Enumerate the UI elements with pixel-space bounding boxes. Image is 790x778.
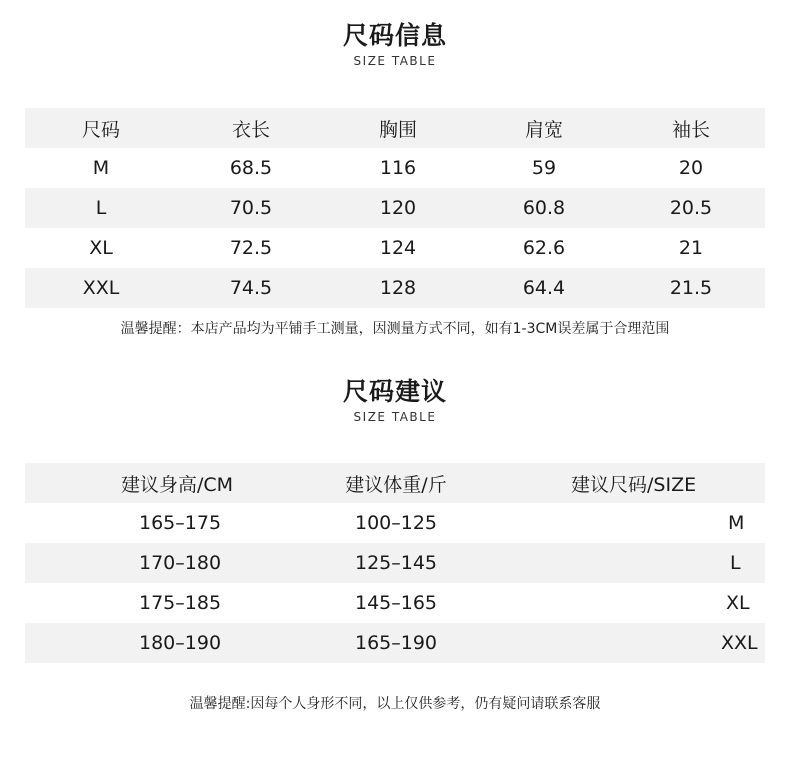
table-cell: XXL <box>25 268 177 308</box>
table-cell: L <box>25 188 177 228</box>
header-cell: 胸围 <box>325 108 471 148</box>
table-cell: 125–145 <box>337 543 455 583</box>
table-cell: 165–190 <box>337 623 455 663</box>
table-cell: 60.8 <box>471 188 617 228</box>
table-cell: 120 <box>325 188 471 228</box>
size-advice-title: 尺码建议 <box>342 377 447 406</box>
table-cell: 116 <box>379 157 417 179</box>
table-cell: 165–175 <box>139 512 222 534</box>
table-header-row <box>25 108 765 148</box>
table-cell: 145–165 <box>354 592 438 614</box>
table-row <box>25 623 765 663</box>
table-cell: XL <box>89 237 113 259</box>
table-cell: M <box>728 512 745 534</box>
size-info-title: 尺码信息 <box>342 21 447 50</box>
table-cell: 128 <box>325 268 471 308</box>
table-cell: 70.5 <box>177 188 325 228</box>
table-cell: 170–180 <box>25 543 337 583</box>
table-cell: M <box>92 157 110 179</box>
table-cell: 72.5 <box>229 237 273 259</box>
table-cell: 21 <box>678 237 704 259</box>
header-cell: 袖长 <box>617 108 765 148</box>
table-cell: 68.5 <box>229 157 273 179</box>
header-cell: 尺码 <box>25 108 177 148</box>
table-cell: 100–125 <box>354 512 438 534</box>
size-advice-subtitle: SIZE TABLE <box>353 410 437 424</box>
header-cell: 建议身高/CM <box>25 463 337 503</box>
header-cell: 建议尺码/SIZE <box>455 463 765 503</box>
size-advice-table <box>25 463 765 663</box>
table-row <box>25 188 765 228</box>
table-cell: 20.5 <box>617 188 765 228</box>
table-cell: 21.5 <box>617 268 765 308</box>
header-cell: 肩宽 <box>471 108 617 148</box>
header-cell: 衣长 <box>177 108 325 148</box>
size-info-subtitle: SIZE TABLE <box>353 54 437 68</box>
size-info-note: 温馨提醒：本店产品均为平铺手工测量，因测量方式不同，如有1-3CM误差属于合理范围 <box>120 321 670 337</box>
table-cell: 180–190 <box>25 623 337 663</box>
size-info-table <box>25 108 765 308</box>
table-row <box>25 543 765 583</box>
table-row <box>25 583 765 623</box>
table-cell: 59 <box>531 157 557 179</box>
table-header-row <box>25 463 765 503</box>
table-row <box>25 228 765 268</box>
header-cell: 建议体重/斤 <box>337 463 455 503</box>
table-cell: 62.6 <box>522 237 566 259</box>
table-cell: L <box>455 543 765 583</box>
table-row <box>25 148 765 188</box>
table-row <box>25 503 765 543</box>
table-cell: 74.5 <box>177 268 325 308</box>
table-cell: 20 <box>678 157 704 179</box>
table-cell: XXL <box>455 623 765 663</box>
table-cell: 124 <box>379 237 417 259</box>
table-row <box>25 268 765 308</box>
table-cell: 175–185 <box>139 592 222 614</box>
table-cell: XL <box>726 592 750 614</box>
size-advice-note: 温馨提醒:因每个人身形不同，以上仅供参考，仍有疑问请联系客服 <box>189 696 601 712</box>
table-cell: 64.4 <box>471 268 617 308</box>
